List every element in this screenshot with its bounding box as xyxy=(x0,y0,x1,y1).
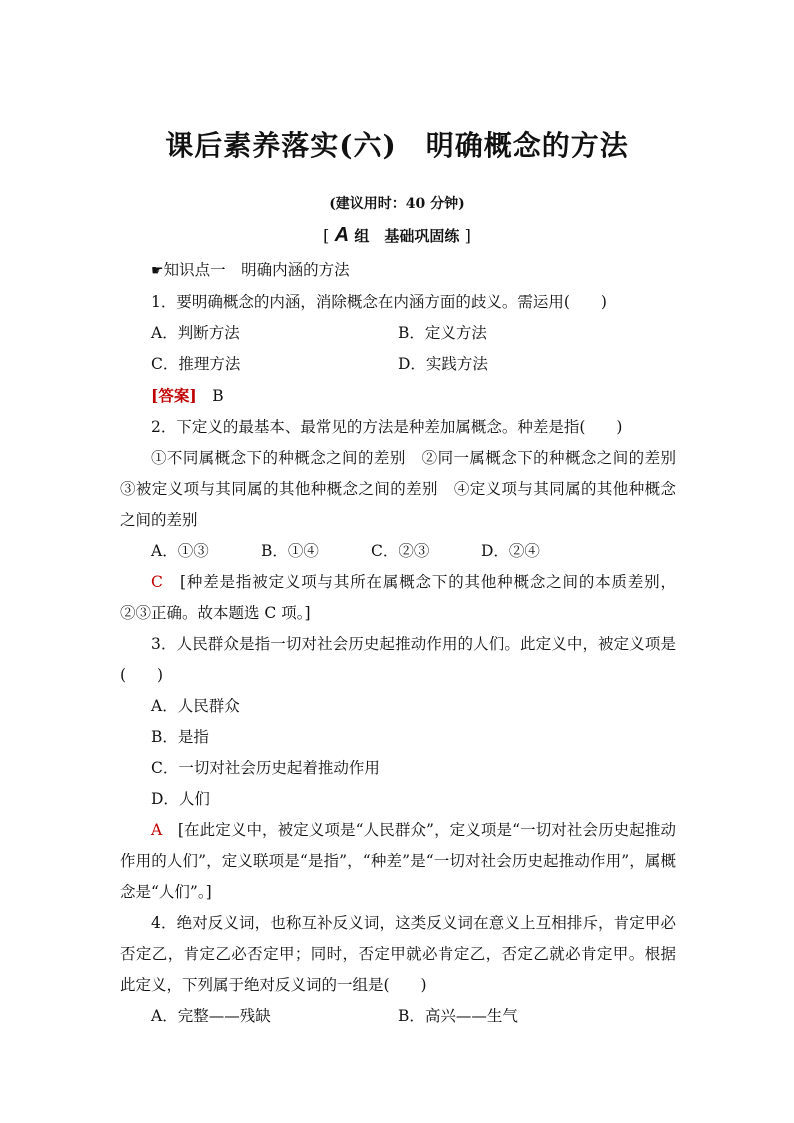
question-1-options-row-1 xyxy=(120,318,676,349)
answer-value: B xyxy=(212,387,224,405)
answer-explanation: [种差是指被定义项与其所在属概念下的其他种概念之间的本质差别，②③正确。故本题选 C 项。] xyxy=(120,573,676,622)
question-3-stem: 3．人民群众是指一切对社会历史起推动作用的人们。此定义中，被定义项是( ) xyxy=(120,635,676,684)
option-b: B．定义方法 xyxy=(398,324,487,342)
group-letter: A xyxy=(334,224,350,246)
option-a: A．①③ xyxy=(151,542,209,560)
question-3-answer xyxy=(120,815,676,908)
option-d: D．实践方法 xyxy=(398,355,488,373)
answer-label: [答案] xyxy=(151,386,197,405)
option-a: A．人民群众 xyxy=(151,697,240,715)
question-content xyxy=(120,255,692,1032)
question-4-stem: 4．绝对反义词，也称互补反义词，这类反义词在意义上互相排斥，肯定甲必否定乙，肯定乙必否定甲；同时，否定甲就必肯定乙，否定乙就必肯定甲。根据此定义，下列属于绝对反义词的一组是( ) xyxy=(120,914,676,994)
group-heading xyxy=(0,224,794,247)
question-1-answer xyxy=(120,380,676,412)
option-a: A．完整——残缺 xyxy=(151,1007,271,1025)
option-c: C．推理方法 xyxy=(151,355,241,373)
knowledge-point-heading: ☛知识点一 明确内涵的方法 xyxy=(151,261,350,279)
question-2-stem: 2．下定义的最基本、最常见的方法是种差加属概念。种差是指( ) xyxy=(151,418,623,436)
option-b: B．是指 xyxy=(151,728,209,746)
option-b: B．高兴——生气 xyxy=(398,1007,518,1025)
answer-value: A xyxy=(151,821,163,839)
option-d: D．②④ xyxy=(481,542,540,560)
group-label: 组 基础巩固练 xyxy=(354,227,460,245)
option-c: C．②③ xyxy=(371,542,430,560)
answer-explanation: [在此定义中，被定义项是“人民群众”，定义项是“一切对社会历史起推动作用的人们”，定义联项是“是指”，“种差”是“一切对社会历史起推动作用”，属概念是“人们”。] xyxy=(120,821,676,901)
question-1-stem: 1．要明确概念的内涵，消除概念在内涵方面的歧义。需运用( ) xyxy=(151,293,607,311)
answer-value: C xyxy=(151,573,163,591)
option-d: D．人们 xyxy=(151,790,210,808)
question-4-options xyxy=(120,1001,676,1032)
bracket-open: [ xyxy=(323,226,330,245)
option-b: B．①④ xyxy=(261,542,319,560)
option-a: A．判断方法 xyxy=(151,324,240,342)
question-1-options-row-2 xyxy=(120,349,676,380)
option-c: C．一切对社会历史起着推动作用 xyxy=(151,759,380,777)
time-hint: (建议用时：40 分钟) xyxy=(329,196,465,212)
page-title: 课后素养落实(六) 明确概念的方法 xyxy=(165,129,629,162)
question-2-options xyxy=(120,536,676,567)
pointing-hand-icon: ☛ xyxy=(151,263,164,279)
bracket-close: ] xyxy=(464,226,471,245)
question-2-statements: ①不同属概念下的种概念之间的差别 ②同一属概念下的种概念之间的差别 ③被定义项与其同属的其他种概念之间的差别 ④定义项与其同属的其他种概念之间的差别 xyxy=(120,449,692,529)
question-2-answer xyxy=(120,567,676,629)
